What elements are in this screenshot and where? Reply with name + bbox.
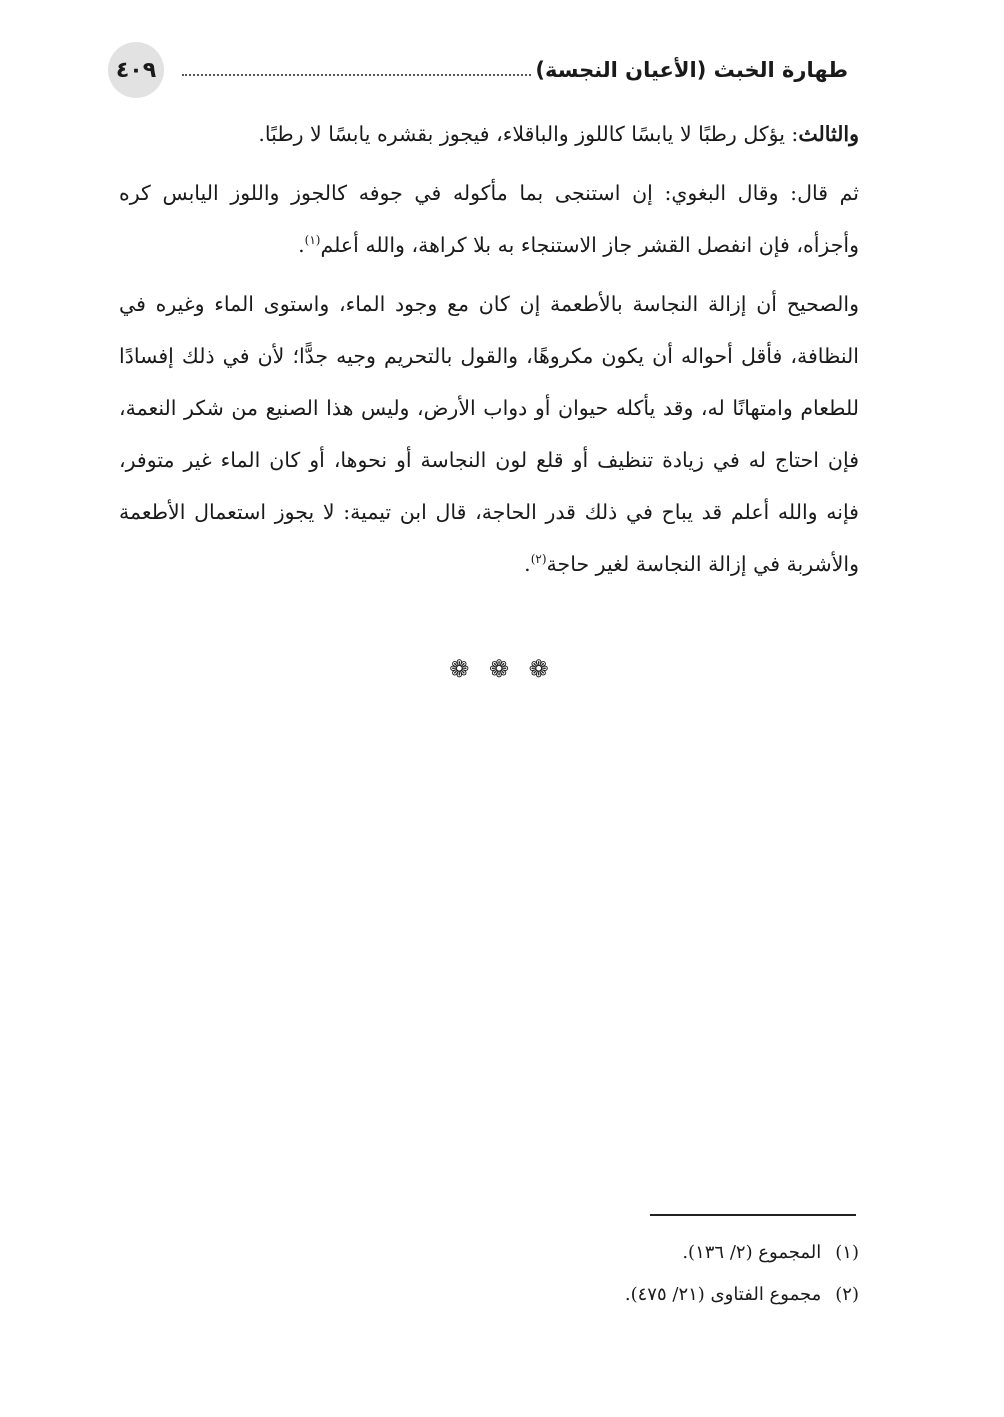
page-number-badge <box>108 42 164 98</box>
paragraph-2-end: . <box>298 233 305 257</box>
paragraph-1-text: : يؤكل رطبًا لا يابسًا كاللوز والباقلاء، فيجوز بقشره يابسًا لا رطبًا. <box>258 122 799 146</box>
running-header <box>108 42 848 98</box>
paragraph-1-lead: والثالث <box>798 122 859 146</box>
footnote-text: المجموع (٢/ ١٣٦). <box>682 1242 822 1263</box>
body-text <box>119 108 859 597</box>
header-dotted-leader <box>182 74 531 76</box>
footnotes <box>119 1232 859 1316</box>
paragraph-3-text: والصحيح أن إزالة النجاسة بالأطعمة إن كان مع وجود الماء، واستوى الماء وغيره في النظافة، فأقل أحواله أن يكون مكروهًا، والقول بالتحريم وجيه جدًّا؛ لأن في ذلك إفسادًا للطعام وامتهانًا له، وقد يأكله حيوان أو دواب الأرض، وليس هذا الصنيع من شكر النعمة، فإن احتاج له في زيادة تنظيف أو قلع لون النجاسة أو نحوها، أو كان الماء غير متوفر، فإنه والله أعلم قد يباح في ذلك قدر الحاجة، قال ابن تيمية: لا يجوز استعمال الأطعمة والأشربة في إزالة النجاسة لغير حاجة <box>119 292 859 576</box>
footnote-text: مجموع الفتاوى (٢١/ ٤٧٥). <box>624 1284 822 1305</box>
footnote-mark: (٢) <box>835 1284 859 1305</box>
paragraph-2-text: ثم قال: وقال البغوي: إن استنجى بما مأكوله في جوفه كالجوز واللوز اليابس كره وأجزأه، فإن انفصل القشر جاز الاستنجاء به بلا كراهة، والله أعلم <box>119 181 859 257</box>
footnote-item <box>119 1232 859 1274</box>
footnote-divider <box>650 1214 856 1216</box>
footnote-mark: (١) <box>835 1242 859 1263</box>
paragraph-1 <box>119 108 859 160</box>
page-number: ٤٠٩ <box>115 57 157 83</box>
footnote-ref-2[interactable]: (٢) <box>530 552 547 567</box>
paragraph-2 <box>119 167 859 271</box>
header-title: طهارة الخبث (الأعيان النجسة) <box>535 58 848 82</box>
paragraph-3 <box>119 278 859 590</box>
paragraph-3-end: . <box>524 552 531 576</box>
section-separator-ornament: ❁ ❁ ❁ <box>449 655 555 683</box>
footnote-ref-1[interactable]: (١) <box>304 233 321 248</box>
footnote-item <box>119 1274 859 1316</box>
